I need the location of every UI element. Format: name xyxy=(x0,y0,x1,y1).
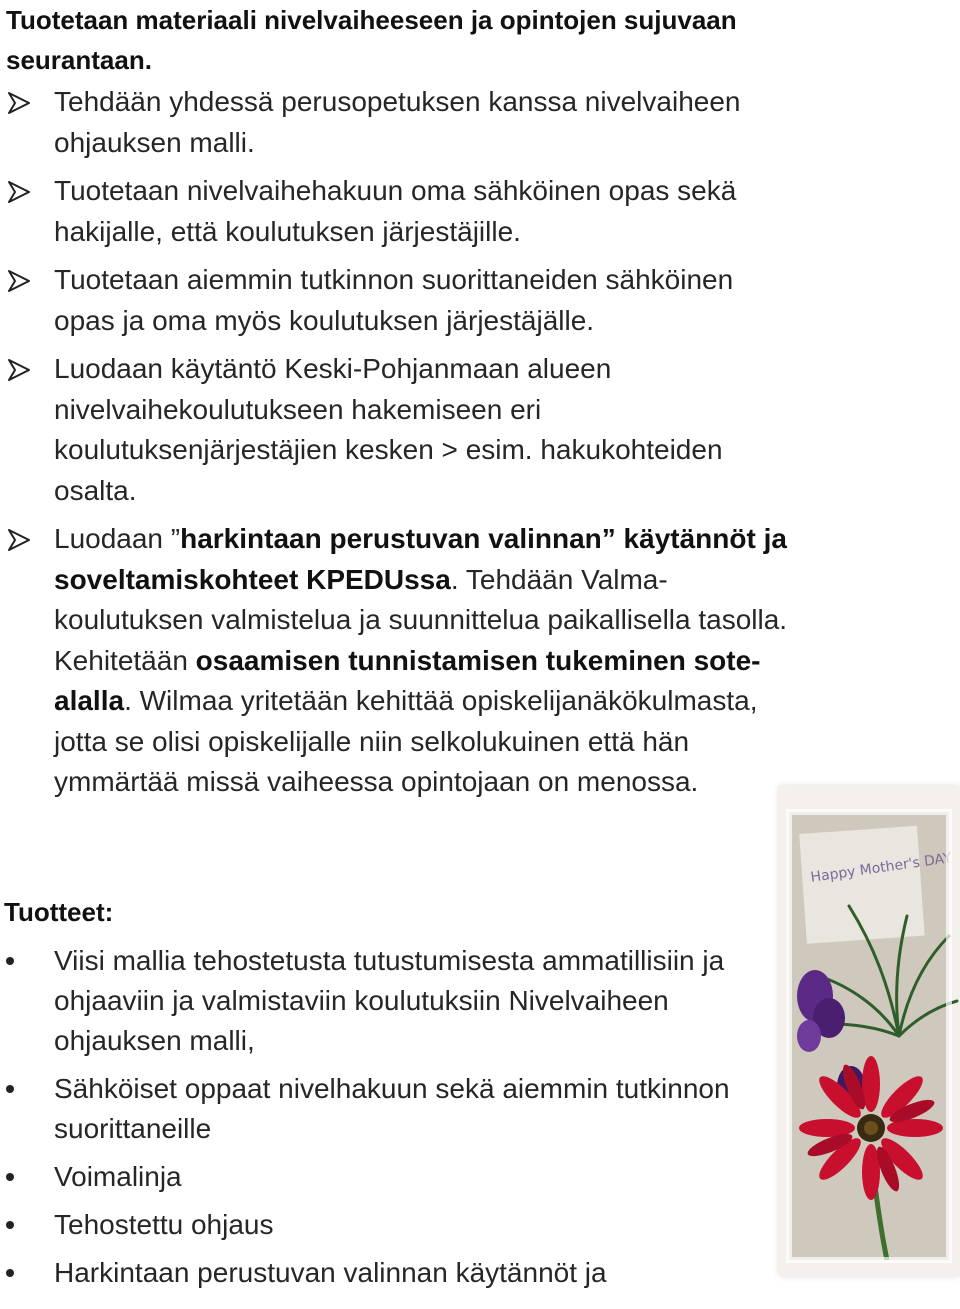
list-item-text: Luodaan käytäntö Keski-Pohjanmaan alueen nivelvaihekoulutukseen hakemiseen eri koulutuksenjärjestäjien kesken > esim. hakukohteiden osalta. xyxy=(54,353,723,506)
arrow-bullet-icon xyxy=(6,527,32,553)
bullet-dot-icon xyxy=(6,1269,14,1277)
list-item-bold-text: osaamisen tunnistamisen tukeminen sote-alalla xyxy=(54,644,761,716)
list-item-text-part: Luodaan ” xyxy=(54,523,181,554)
card-text: Happy Mother's DAY xyxy=(809,850,953,886)
list-item xyxy=(0,82,790,163)
list-item xyxy=(0,171,790,252)
list-item-text: Tehostettu ohjaus xyxy=(54,1209,274,1240)
bullet-dot-icon xyxy=(6,1221,14,1229)
products-list xyxy=(0,941,800,1301)
bullet-dot-icon xyxy=(6,957,14,965)
list-item xyxy=(0,1253,800,1293)
list-item xyxy=(0,1205,800,1245)
arrow-bullet-icon xyxy=(6,268,32,294)
list-item-text: Harkintaan perustuvan valinnan käytännöt ja xyxy=(54,1257,607,1288)
list-item-text: Voimalinja xyxy=(54,1161,182,1192)
list-item-text: Tuotetaan nivelvaihehakuun oma sähköinen opas sekä hakijalle, että koulutuksen järjestäjille. xyxy=(54,175,737,247)
list-item xyxy=(0,349,790,511)
list-item-text: Tuotetaan aiemmin tutkinnon suorittaneiden sähköinen opas ja oma myös koulutuksen järjestäjälle. xyxy=(54,264,734,336)
flower-photo xyxy=(779,786,960,1276)
goals-list xyxy=(0,82,790,811)
products-heading: Tuotteet: xyxy=(4,897,114,927)
list-item-text: Sähköiset oppaat nivelhakuun sekä aiemmin tutkinnon suorittaneille xyxy=(54,1073,730,1144)
arrow-bullet-icon xyxy=(6,90,32,116)
list-item-text: Viisi mallia tehostetusta tutustumisesta ammatillisiin ja ohjaaviin ja valmistaviin koulutuksiin Nivelvaiheen ohjauksen malli, xyxy=(54,945,725,1056)
page-heading: Tuotetaan materiaali nivelvaiheeseen ja opintojen sujuvaan seurantaan. xyxy=(6,5,737,75)
bullet-dot-icon xyxy=(6,1173,14,1181)
list-item-bold-text: harkintaan perustuvan valinnan” käytännöt ja soveltamiskohteet KPEDUssa xyxy=(54,523,787,595)
list-item xyxy=(0,519,790,803)
list-item-text-part: . Tehdään Valma-koulutuksen valmistelua ja suunnittelua paikallisella tasolla. Kehitetään xyxy=(54,563,788,676)
arrow-bullet-icon xyxy=(6,357,32,383)
list-item xyxy=(0,1157,800,1197)
list-item xyxy=(0,941,800,1061)
bullet-dot-icon xyxy=(6,1085,14,1093)
arrow-bullet-icon xyxy=(6,179,32,205)
list-item-text: Tehdään yhdessä perusopetuksen kanssa nivelvaiheen ohjauksen malli. xyxy=(54,86,741,158)
list-item xyxy=(0,260,790,341)
flower-photo-icon xyxy=(779,786,960,1276)
list-item xyxy=(0,1069,800,1149)
list-item-text-part: . Wilmaa yritetään kehittää opiskelijanäkökulmasta, jotta se olisi opiskelijalle niin selkolukuinen että hän ymmärtää missä vaiheessa opintojaan on menossa. xyxy=(54,685,758,797)
